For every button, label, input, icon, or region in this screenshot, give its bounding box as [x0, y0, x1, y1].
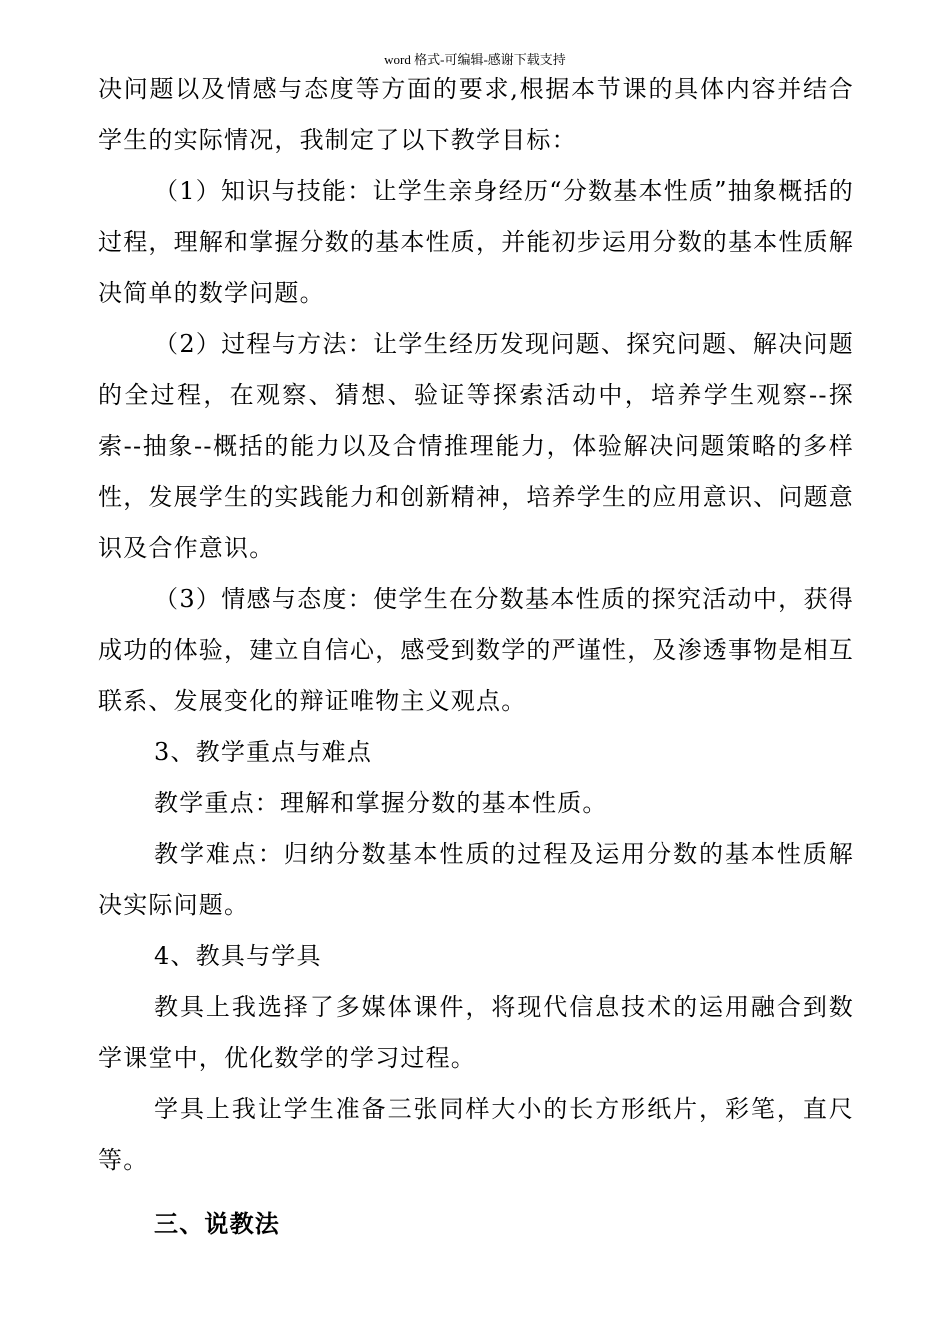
page-header: word 格式-可编辑-感谢下载支持	[384, 52, 566, 67]
paragraph-teaching-difficulty: 教学难点：归纳分数基本性质的过程及运用分数的基本性质解决实际问题。	[98, 840, 854, 919]
paragraph-teacher-aids: 教具上我选择了多媒体课件，将现代信息技术的运用融合到数学课堂中，优化数学的学习过程。	[98, 993, 854, 1072]
subheading-key-points: 3、教学重点与难点	[154, 738, 373, 766]
paragraph-student-aids: 学具上我让学生准备三张同样大小的长方形纸片，彩笔，直尺等。	[98, 1095, 854, 1174]
subheading-teaching-aids: 4、教具与学具	[154, 942, 322, 970]
paragraph-knowledge-skills: （1）知识与技能：让学生亲身经历“分数基本性质”抽象概括的过程，理解和掌握分数的基本性质，并能初步运用分数的基本性质解决简单的数学问题。	[98, 177, 854, 307]
document-body	[98, 64, 854, 1249]
paragraph-emotion-attitude: （3）情感与态度：使学生在分数基本性质的探究活动中，获得成功的体验，建立自信心，感受到数学的严谨性，及渗透事物是相互联系、发展变化的辩证唯物主义观点。	[98, 585, 854, 715]
section-heading: 三、说教法	[154, 1209, 280, 1238]
paragraph-process-methods: （2）过程与方法：让学生经历发现问题、探究问题、解决问题的全过程，在观察、猜想、验证等探索活动中，培养学生观察--探索--抽象--概括的能力以及合情推理能力，体验解决问题策略的多样性，发展学生的实践能力和创新精神，培养学生的应用意识、问题意识及合作意识。	[98, 330, 854, 562]
paragraph-teaching-focus: 教学重点：理解和掌握分数的基本性质。	[154, 789, 608, 817]
paragraph-objectives-intro: 决问题以及情感与态度等方面的要求,根据本节课的具体内容并结合学生的实际情况，我制定了以下教学目标：	[98, 75, 854, 154]
